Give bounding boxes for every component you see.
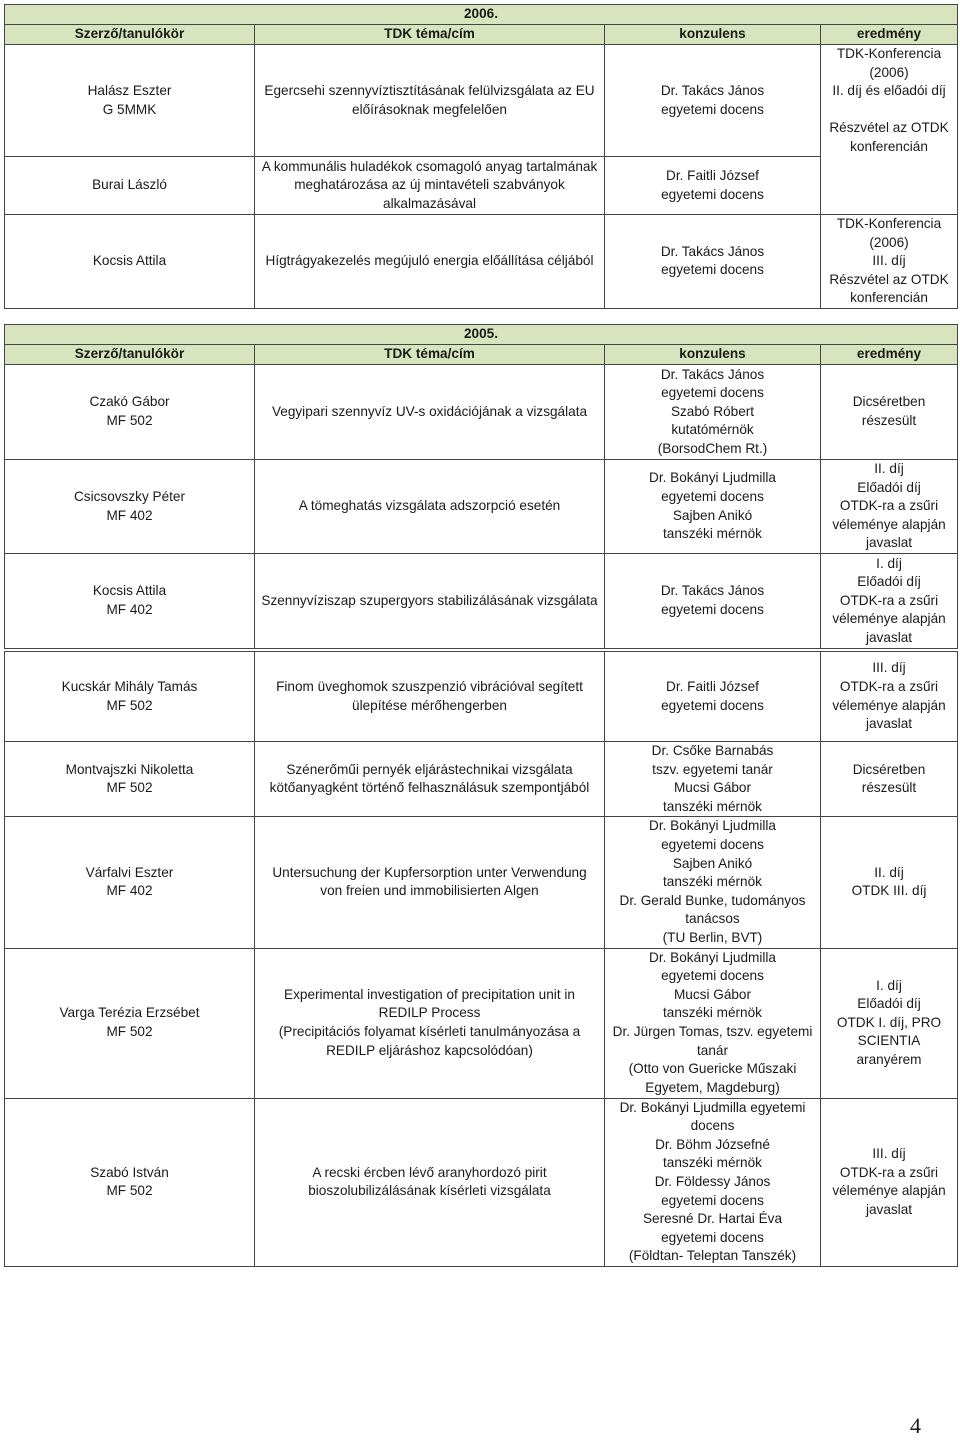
page-number: 4 bbox=[910, 1413, 921, 1438]
advisor-cell: Dr. Bokányi Ljudmilla egyetemi docens Sajben Anikó tanszéki mérnök bbox=[605, 460, 821, 554]
topic-cell: Vegyipari szennyvíz UV-s oxidációjának a vizsgálata bbox=[255, 365, 605, 460]
result-cell: I. díj Előadói díj OTDK I. díj, PRO SCIENTIA aranyérem bbox=[821, 948, 958, 1098]
topic-cell: Egercsehi szennyvíztisztításának felülvizsgálata az EU előírásoknak megfelelően bbox=[255, 45, 605, 157]
advisor-cell: Dr. Takács János egyetemi docens bbox=[605, 45, 821, 157]
year-row bbox=[5, 325, 958, 345]
advisor-cell: Dr. Takács János egyetemi docens bbox=[605, 554, 821, 649]
header-author: Szerző/tanulókör bbox=[5, 25, 255, 45]
author-cell: Burai László bbox=[5, 157, 255, 215]
advisor-cell: Dr. Faitli József egyetemi docens bbox=[605, 652, 821, 742]
author-cell: Várfalvi Eszter MF 402 bbox=[5, 817, 255, 948]
advisor-cell: Dr. Csőke Barnabás tszv. egyetemi tanár Mucsi Gábor tanszéki mérnök bbox=[605, 742, 821, 817]
topic-cell: Szénerőműi pernyék eljárástechnikai vizsgálata kötőanyagként történő felhasználásuk szempontjából bbox=[255, 742, 605, 817]
topic-cell: A tömeghatás vizsgálata adszorpció esetén bbox=[255, 460, 605, 554]
table-row bbox=[5, 45, 958, 157]
topic-cell: A recski ércben lévő aranyhordozó pirit bioszolubilizálásának kísérleti vizsgálata bbox=[255, 1098, 605, 1266]
table-2005 bbox=[4, 324, 958, 649]
table-row bbox=[5, 365, 958, 460]
header-topic: TDK téma/cím bbox=[255, 25, 605, 45]
header-result: eredmény bbox=[821, 345, 958, 365]
advisor-cell: Dr. Faitli József egyetemi docens bbox=[605, 157, 821, 215]
author-cell: Halász Eszter G 5MMK bbox=[5, 45, 255, 157]
year-row bbox=[5, 5, 958, 25]
year-label: 2006. bbox=[5, 5, 958, 25]
author-cell: Varga Terézia Erzsébet MF 502 bbox=[5, 948, 255, 1098]
table-row bbox=[5, 157, 958, 215]
topic-cell: Experimental investigation of precipitation unit in REDILP Process (Precipitációs folyamat kísérleti tanulmányozása a REDILP eljáráshoz kapcsolódóan) bbox=[255, 948, 605, 1098]
result-cell: TDK-Konferencia (2006) II. díj és előadói díj Részvétel az OTDK konferencián bbox=[821, 45, 958, 215]
result-cell: I. díj Előadói díj OTDK-ra a zsűri véleménye alapján javaslat bbox=[821, 554, 958, 649]
header-topic: TDK téma/cím bbox=[255, 345, 605, 365]
advisor-cell: Dr. Takács János egyetemi docens Szabó Róbert kutatómérnök (BorsodChem Rt.) bbox=[605, 365, 821, 460]
result-cell: II. díj OTDK III. díj bbox=[821, 817, 958, 948]
table-2006 bbox=[4, 4, 958, 309]
header-row bbox=[5, 25, 958, 45]
topic-cell: A kommunális huladékok csomagoló anyag tartalmának meghatározása az új mintavételi szabványok alkalmazásával bbox=[255, 157, 605, 215]
year-label: 2005. bbox=[5, 325, 958, 345]
author-cell: Kucskár Mihály Tamás MF 502 bbox=[5, 652, 255, 742]
header-row bbox=[5, 345, 958, 365]
header-author: Szerző/tanulókör bbox=[5, 345, 255, 365]
header-advisor: konzulens bbox=[605, 345, 821, 365]
author-cell: Kocsis Attila bbox=[5, 215, 255, 309]
advisor-cell: Dr. Takács János egyetemi docens bbox=[605, 215, 821, 309]
advisor-cell: Dr. Bokányi Ljudmilla egyetemi docens Dr. Böhm Józsefné tanszéki mérnök Dr. Földessy János egyetemi docens Seresné Dr. Hartai Éva egyetemi docens (Földtan- Teleptan Tanszék) bbox=[605, 1098, 821, 1266]
table-row bbox=[5, 1098, 958, 1266]
result-cell: III. díj OTDK-ra a zsűri véleménye alapján javaslat bbox=[821, 1098, 958, 1266]
table-row bbox=[5, 652, 958, 742]
table-row bbox=[5, 215, 958, 309]
topic-cell: Finom üveghomok szuszpenzió vibrációval segített ülepítése mérőhengerben bbox=[255, 652, 605, 742]
author-cell: Kocsis Attila MF 402 bbox=[5, 554, 255, 649]
table-row bbox=[5, 817, 958, 948]
header-result: eredmény bbox=[821, 25, 958, 45]
table-row bbox=[5, 742, 958, 817]
result-cell: II. díj Előadói díj OTDK-ra a zsűri véleménye alapján javaslat bbox=[821, 460, 958, 554]
topic-cell: Untersuchung der Kupfersorption unter Verwendung von freien und immobilisierten Algen bbox=[255, 817, 605, 948]
topic-cell: Szennyvíziszap szupergyors stabilizálásának vizsgálata bbox=[255, 554, 605, 649]
author-cell: Montvajszki Nikoletta MF 502 bbox=[5, 742, 255, 817]
result-cell: Dicséretben részesült bbox=[821, 742, 958, 817]
table-2005-continued bbox=[4, 651, 958, 1267]
header-advisor: konzulens bbox=[605, 25, 821, 45]
table-row bbox=[5, 554, 958, 649]
author-cell: Czakó Gábor MF 502 bbox=[5, 365, 255, 460]
author-cell: Csicsovszky Péter MF 402 bbox=[5, 460, 255, 554]
advisor-cell: Dr. Bokányi Ljudmilla egyetemi docens Mucsi Gábor tanszéki mérnök Dr. Jürgen Tomas, tszv. egyetemi tanár (Otto von Guericke Műszaki Egyetem, Magdeburg) bbox=[605, 948, 821, 1098]
table-row bbox=[5, 460, 958, 554]
result-cell: III. díj OTDK-ra a zsűri véleménye alapján javaslat bbox=[821, 652, 958, 742]
author-cell: Szabó István MF 502 bbox=[5, 1098, 255, 1266]
result-cell: TDK-Konferencia (2006) III. díj Részvétel az OTDK konferencián bbox=[821, 215, 958, 309]
topic-cell: Hígtrágyakezelés megújuló energia előállítása céljából bbox=[255, 215, 605, 309]
result-cell: Dicséretben részesült bbox=[821, 365, 958, 460]
table-row bbox=[5, 948, 958, 1098]
advisor-cell: Dr. Bokányi Ljudmilla egyetemi docens Sajben Anikó tanszéki mérnök Dr. Gerald Bunke, tudományos tanácsos (TU Berlin, BVT) bbox=[605, 817, 821, 948]
